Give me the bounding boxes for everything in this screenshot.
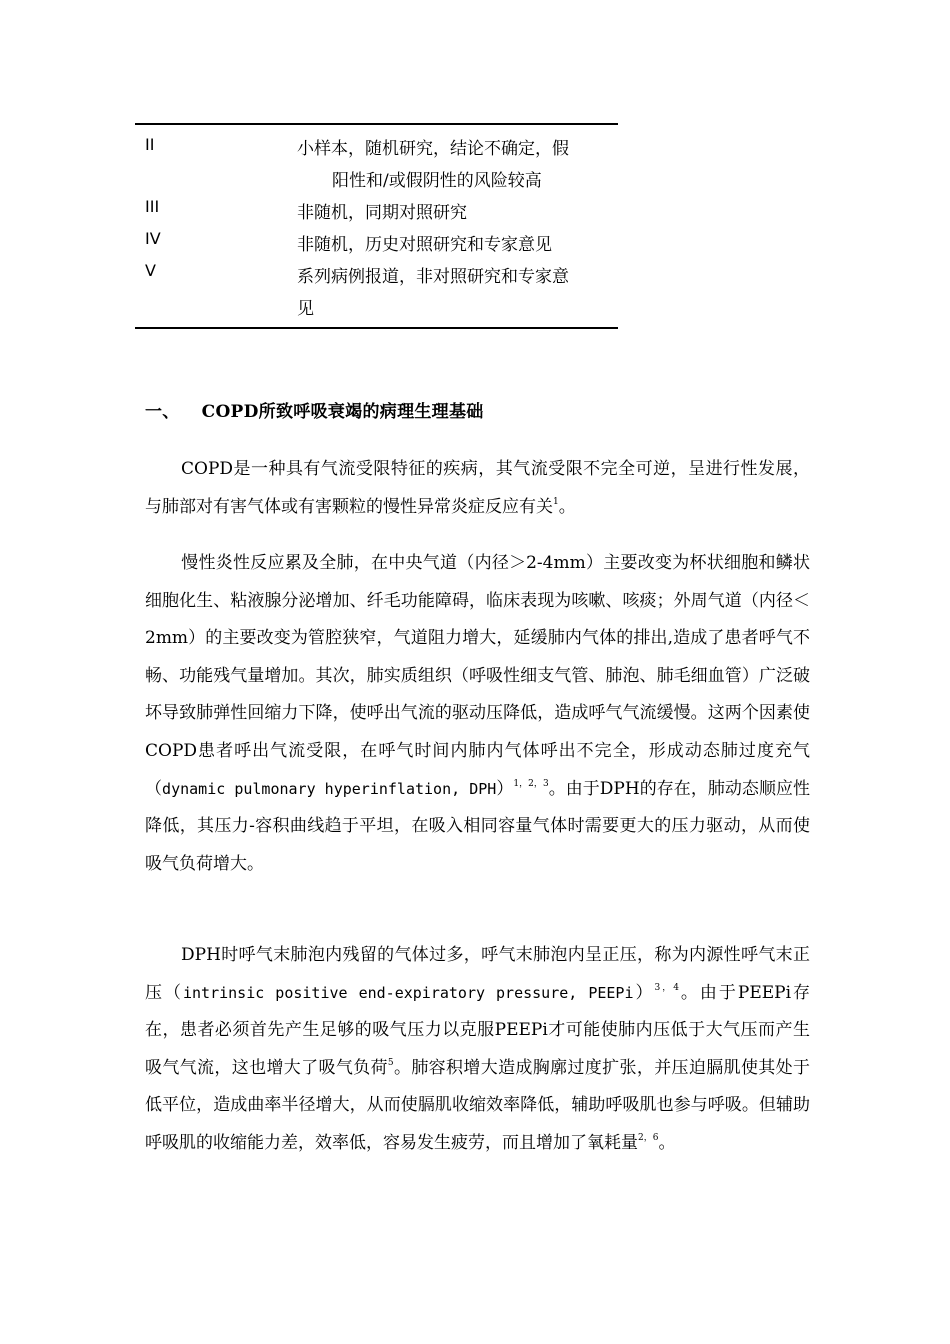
evidence-description xyxy=(297,197,609,229)
table-row xyxy=(135,125,618,197)
evidence-description xyxy=(297,261,609,327)
description-line: 阳性和/或假阴性的风险较高 xyxy=(332,171,542,191)
paragraph-text: 。由于DPH的存在，肺动态顺应性降低，其压力-容积曲线趋于平坦，在吸入相同容量气体时需要更大的压力驱动，从而使吸气负荷增大。 xyxy=(145,778,811,874)
paragraph-text: 。 xyxy=(558,496,576,517)
citation-ref: 1 xyxy=(553,496,559,507)
description-line: 小样本，随机研究，结论不确定，假 xyxy=(297,139,569,159)
paragraph-text: 。肺容积增大造成胸廓过度扩张，并压迫膈肌使其处于低平位，造成曲率半径增大，从而使膈肌收缩效率降低，辅助呼吸肌也参与呼吸。但辅助呼吸肌的收缩能力差，效率低，容易发生疲劳，而且增加了氧耗量 xyxy=(145,1057,811,1153)
paragraph-text: 。 xyxy=(658,1132,676,1153)
description-line: 非随机，历史对照研究和专家意见 xyxy=(297,235,552,255)
section-title: COPD所致呼吸衰竭的病理生理基础 xyxy=(201,402,484,422)
paragraph xyxy=(145,451,810,526)
evidence-level: V xyxy=(145,261,156,280)
table-row xyxy=(135,261,618,327)
description-line: 系列病例报道，非对照研究和专家意 xyxy=(297,267,569,287)
paragraph-text: 。由于PEEPi存在，患者必须首先产生足够的吸气压力以克服PEEPi才可能使肺内压低于大气压而产生吸气气流，这也增大了吸气负荷 xyxy=(145,982,811,1078)
english-term: dynamic pulmonary hyperinflation, DPH xyxy=(162,779,497,798)
table-row xyxy=(135,229,618,261)
evidence-description xyxy=(297,133,609,197)
paragraph-text: COPD是一种具有气流受限特征的疾病，其气流受限不完全可逆，呈进行性发展，与肺部对有害气体或有害颗粒的慢性异常炎症反应有关 xyxy=(145,459,810,517)
paragraph-text: DPH时呼气末肺泡内残留的气体过多，呼气末肺泡内呈正压，称为内源性呼气末正压（ xyxy=(145,945,810,1003)
description-line: 非随机，同期对照研究 xyxy=(297,203,467,223)
evidence-level: III xyxy=(145,197,160,216)
paragraph xyxy=(145,545,810,883)
section-number: 一、 xyxy=(145,402,180,422)
section-heading xyxy=(145,397,484,422)
citation-ref: 2，6 xyxy=(638,1132,659,1143)
paragraph-text: 慢性炎性反应累及全肺，在中央气道（内径＞2-4mm）主要改变为杯状细胞和鳞状细胞化生、粘液腺分泌增加、纤毛功能障碍，临床表现为咳嗽、咳痰；外周气道（内径＜2mm）的主要改变为管腔狭窄，气道阻力增大，延缓肺内气体的排出,造成了患者呼气不畅、功能残气量增加。其次，肺实质组织（呼吸性细支气管、肺泡、肺毛细血管）广泛破坏导致肺弹性回缩力下降，使呼出气流的驱动压降低，造成呼气气流缓慢。这两个因素使COPD患者呼出气流受限，在呼气时间内肺内气体呼出不完全，形成动态肺过度充气（ xyxy=(145,553,810,799)
description-line: 见 xyxy=(297,299,314,319)
paragraph-text: ） xyxy=(633,982,655,1003)
citation-ref: 3，4 xyxy=(654,982,679,993)
evidence-level: IV xyxy=(145,229,161,248)
english-term: intrinsic positive end-expiratory pressure, PEEPi xyxy=(183,983,634,1002)
paragraph-text: ） xyxy=(496,778,514,799)
evidence-level: II xyxy=(145,135,155,154)
citation-ref: 5 xyxy=(387,1057,394,1068)
evidence-level-table xyxy=(135,123,618,329)
evidence-description xyxy=(297,229,609,261)
paragraph xyxy=(145,937,810,1163)
citation-ref: 1，2，3 xyxy=(513,778,549,789)
table-row xyxy=(135,197,618,229)
